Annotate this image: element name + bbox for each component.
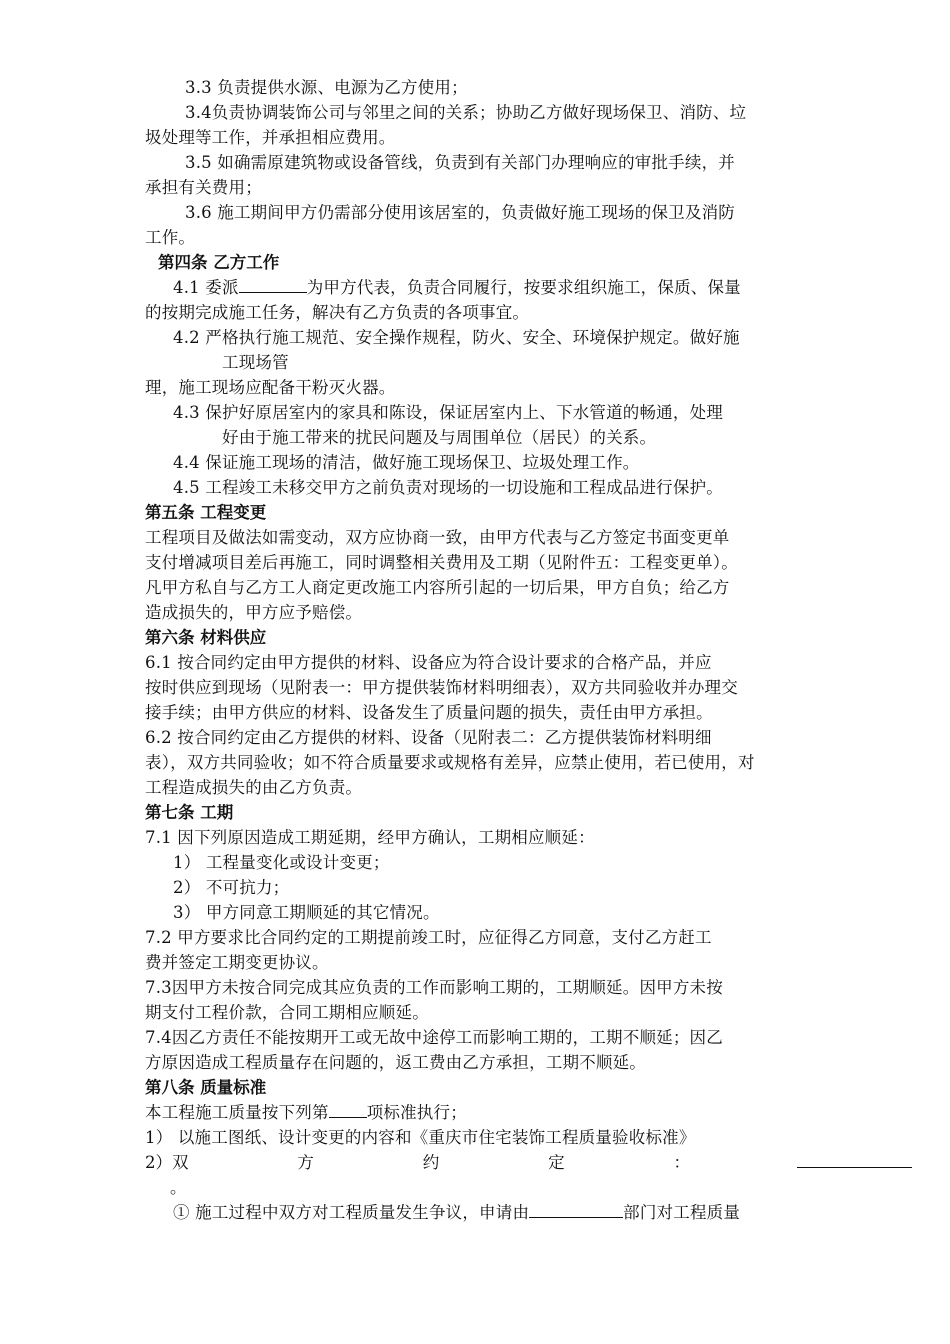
clause-4-3-cont: 好由于施工带来的扰民问题及与周围单位（居民）的关系。: [222, 428, 657, 447]
clause-4-1-cont: 的按期完成施工任务，解决有乙方负责的各项事宜。: [145, 303, 530, 322]
article-8-intro-text: 本工程施工质量按下列第: [145, 1103, 329, 1122]
standard-item-2-word-4: 定: [548, 1153, 565, 1172]
article-5-line-4: 造成损失的，甲方应予赔偿。: [145, 603, 363, 622]
article-5-line-1: 工程项目及做法如需变动，双方应协商一致，由甲方代表与乙方签定书面变更单: [145, 528, 730, 547]
clause-4-4: 4.4 保证施工现场的清洁，做好施工现场保卫、垃圾处理工作。: [173, 453, 640, 472]
representative-blank: [239, 276, 307, 293]
list-item-2: 2） 不可抗力；: [173, 878, 290, 897]
department-blank: [529, 1201, 623, 1218]
standard-item-2-word-1: 2）双: [145, 1153, 189, 1172]
clause-3-5: 3.5 如确需原建筑物或设备管线，负责到有关部门办理响应的审批手续，并: [185, 153, 735, 172]
list-item-3: 3） 甲方同意工期顺延的其它情况。: [173, 903, 440, 922]
clause-7-1: 7.1 因下列原因造成工期延期，经甲方确认，工期相应顺延：: [145, 828, 595, 847]
clause-3-4: 3.4负责协调装饰公司与邻里之间的关系；协助乙方做好现场保卫、消防、垃: [185, 103, 747, 122]
standard-item-2-end: 。: [170, 1178, 187, 1197]
dispute-clause: [173, 1201, 740, 1225]
dispute-clause-text: ① 施工过程中双方对工程质量发生争议，申请由: [173, 1203, 530, 1222]
agreed-standard-blank: [797, 1157, 912, 1168]
standard-number-blank: [329, 1101, 367, 1118]
standard-item-2-word-3: 约: [422, 1153, 440, 1172]
dispute-clause-end: 部门对工程质量: [623, 1203, 741, 1222]
article-4-heading: 第四条 乙方工作: [158, 253, 280, 272]
clause-6-2-cont: 表），双方共同验收；如不符合质量要求或规格有差异，应禁止使用，若已使用，对: [145, 753, 755, 772]
clause-6-1-cont2: 接手续；由甲方供应的材料、设备发生了质量问题的损失，责任由甲方承担。: [145, 703, 713, 722]
clause-3-4-cont: 圾处理等工作，并承担相应费用。: [145, 128, 396, 147]
standard-item-2-word-2: 方: [297, 1153, 314, 1172]
clause-7-2-cont: 费并签定工期变更协议。: [145, 953, 329, 972]
list-item-1: 1） 工程量变化或设计变更；: [173, 853, 390, 872]
clause-6-1-cont: 按时供应到现场（见附表一：甲方提供装饰材料明细表），双方共同验收并办理交: [145, 678, 738, 697]
article-5-heading: 第五条 工程变更: [145, 503, 267, 522]
clause-4-3: 4.3 保护好原居室内的家具和陈设，保证居室内上、下水管道的畅通，处理: [173, 403, 723, 422]
clause-4-2-cont: 工现场管: [222, 353, 289, 372]
clause-6-2-cont2: 工程造成损失的由乙方负责。: [145, 778, 363, 797]
standard-item-1: 1） 以施工图纸、设计变更的内容和《重庆市住宅装饰工程质量验收标准》: [145, 1128, 696, 1147]
article-5-line-3: 凡甲方私自与乙方工人商定更改施工内容所引起的一切后果，甲方自负；给乙方: [145, 578, 730, 597]
clause-4-2: 4.2 严格执行施工规范、安全操作规程，防火、安全、环境保护规定。做好施: [173, 328, 740, 347]
article-5-line-2: 支付增减项目差后再施工，同时调整相关费用及工期（见附件五：工程变更单）。: [145, 553, 738, 572]
clause-7-4: 7.4因乙方责任不能按期开工或无故中途停工而影响工期的，工期不顺延；因乙: [145, 1028, 723, 1047]
clause-4-1-label: 4.1 委派: [173, 278, 239, 297]
article-8-intro-end: 项标准执行；: [366, 1103, 467, 1122]
clause-3-6-cont: 工作。: [145, 228, 196, 247]
clause-3-6: 3.6 施工期间甲方仍需部分使用该居室的，负责做好施工现场的保卫及消防: [185, 203, 735, 222]
clause-3-3: 3.3 负责提供水源、电源为乙方使用；: [185, 78, 468, 97]
clause-7-2: 7.2 甲方要求比合同约定的工期提前竣工时，应征得乙方同意，支付乙方赶工: [145, 928, 712, 947]
article-8-intro: [145, 1101, 467, 1125]
clause-7-4-cont: 方原因造成工程质量存在问题的，返工费由乙方承担，工期不顺延。: [145, 1053, 646, 1072]
clause-4-5: 4.5 工程竣工未移交甲方之前负责对现场的一切设施和工程成品进行保护。: [173, 478, 723, 497]
clause-7-3: 7.3因甲方未按合同完成其应负责的工作而影响工期的，工期顺延。因甲方未按: [145, 978, 723, 997]
clause-4-1: [173, 276, 741, 300]
standard-item-2: [145, 1151, 690, 1175]
clause-4-2-cont2: 理，施工现场应配备干粉灭火器。: [145, 378, 396, 397]
article-6-heading: 第六条 材料供应: [145, 628, 267, 647]
clause-6-1: 6.1 按合同约定由甲方提供的材料、设备应为符合设计要求的合格产品，并应: [145, 653, 712, 672]
clause-6-2: 6.2 按合同约定由乙方提供的材料、设备（见附表二：乙方提供装饰材料明细: [145, 728, 712, 747]
clause-4-1-text: 为甲方代表，负责合同履行，按要求组织施工，保质、保量: [306, 278, 741, 297]
article-8-heading: 第八条 质量标准: [145, 1078, 267, 1097]
clause-7-3-cont: 期支付工程价款，合同工期相应顺延。: [145, 1003, 429, 1022]
standard-item-2-colon: ：: [673, 1153, 690, 1172]
clause-3-5-cont: 承担有关费用；: [145, 178, 262, 197]
article-7-heading: 第七条 工期: [145, 803, 234, 822]
